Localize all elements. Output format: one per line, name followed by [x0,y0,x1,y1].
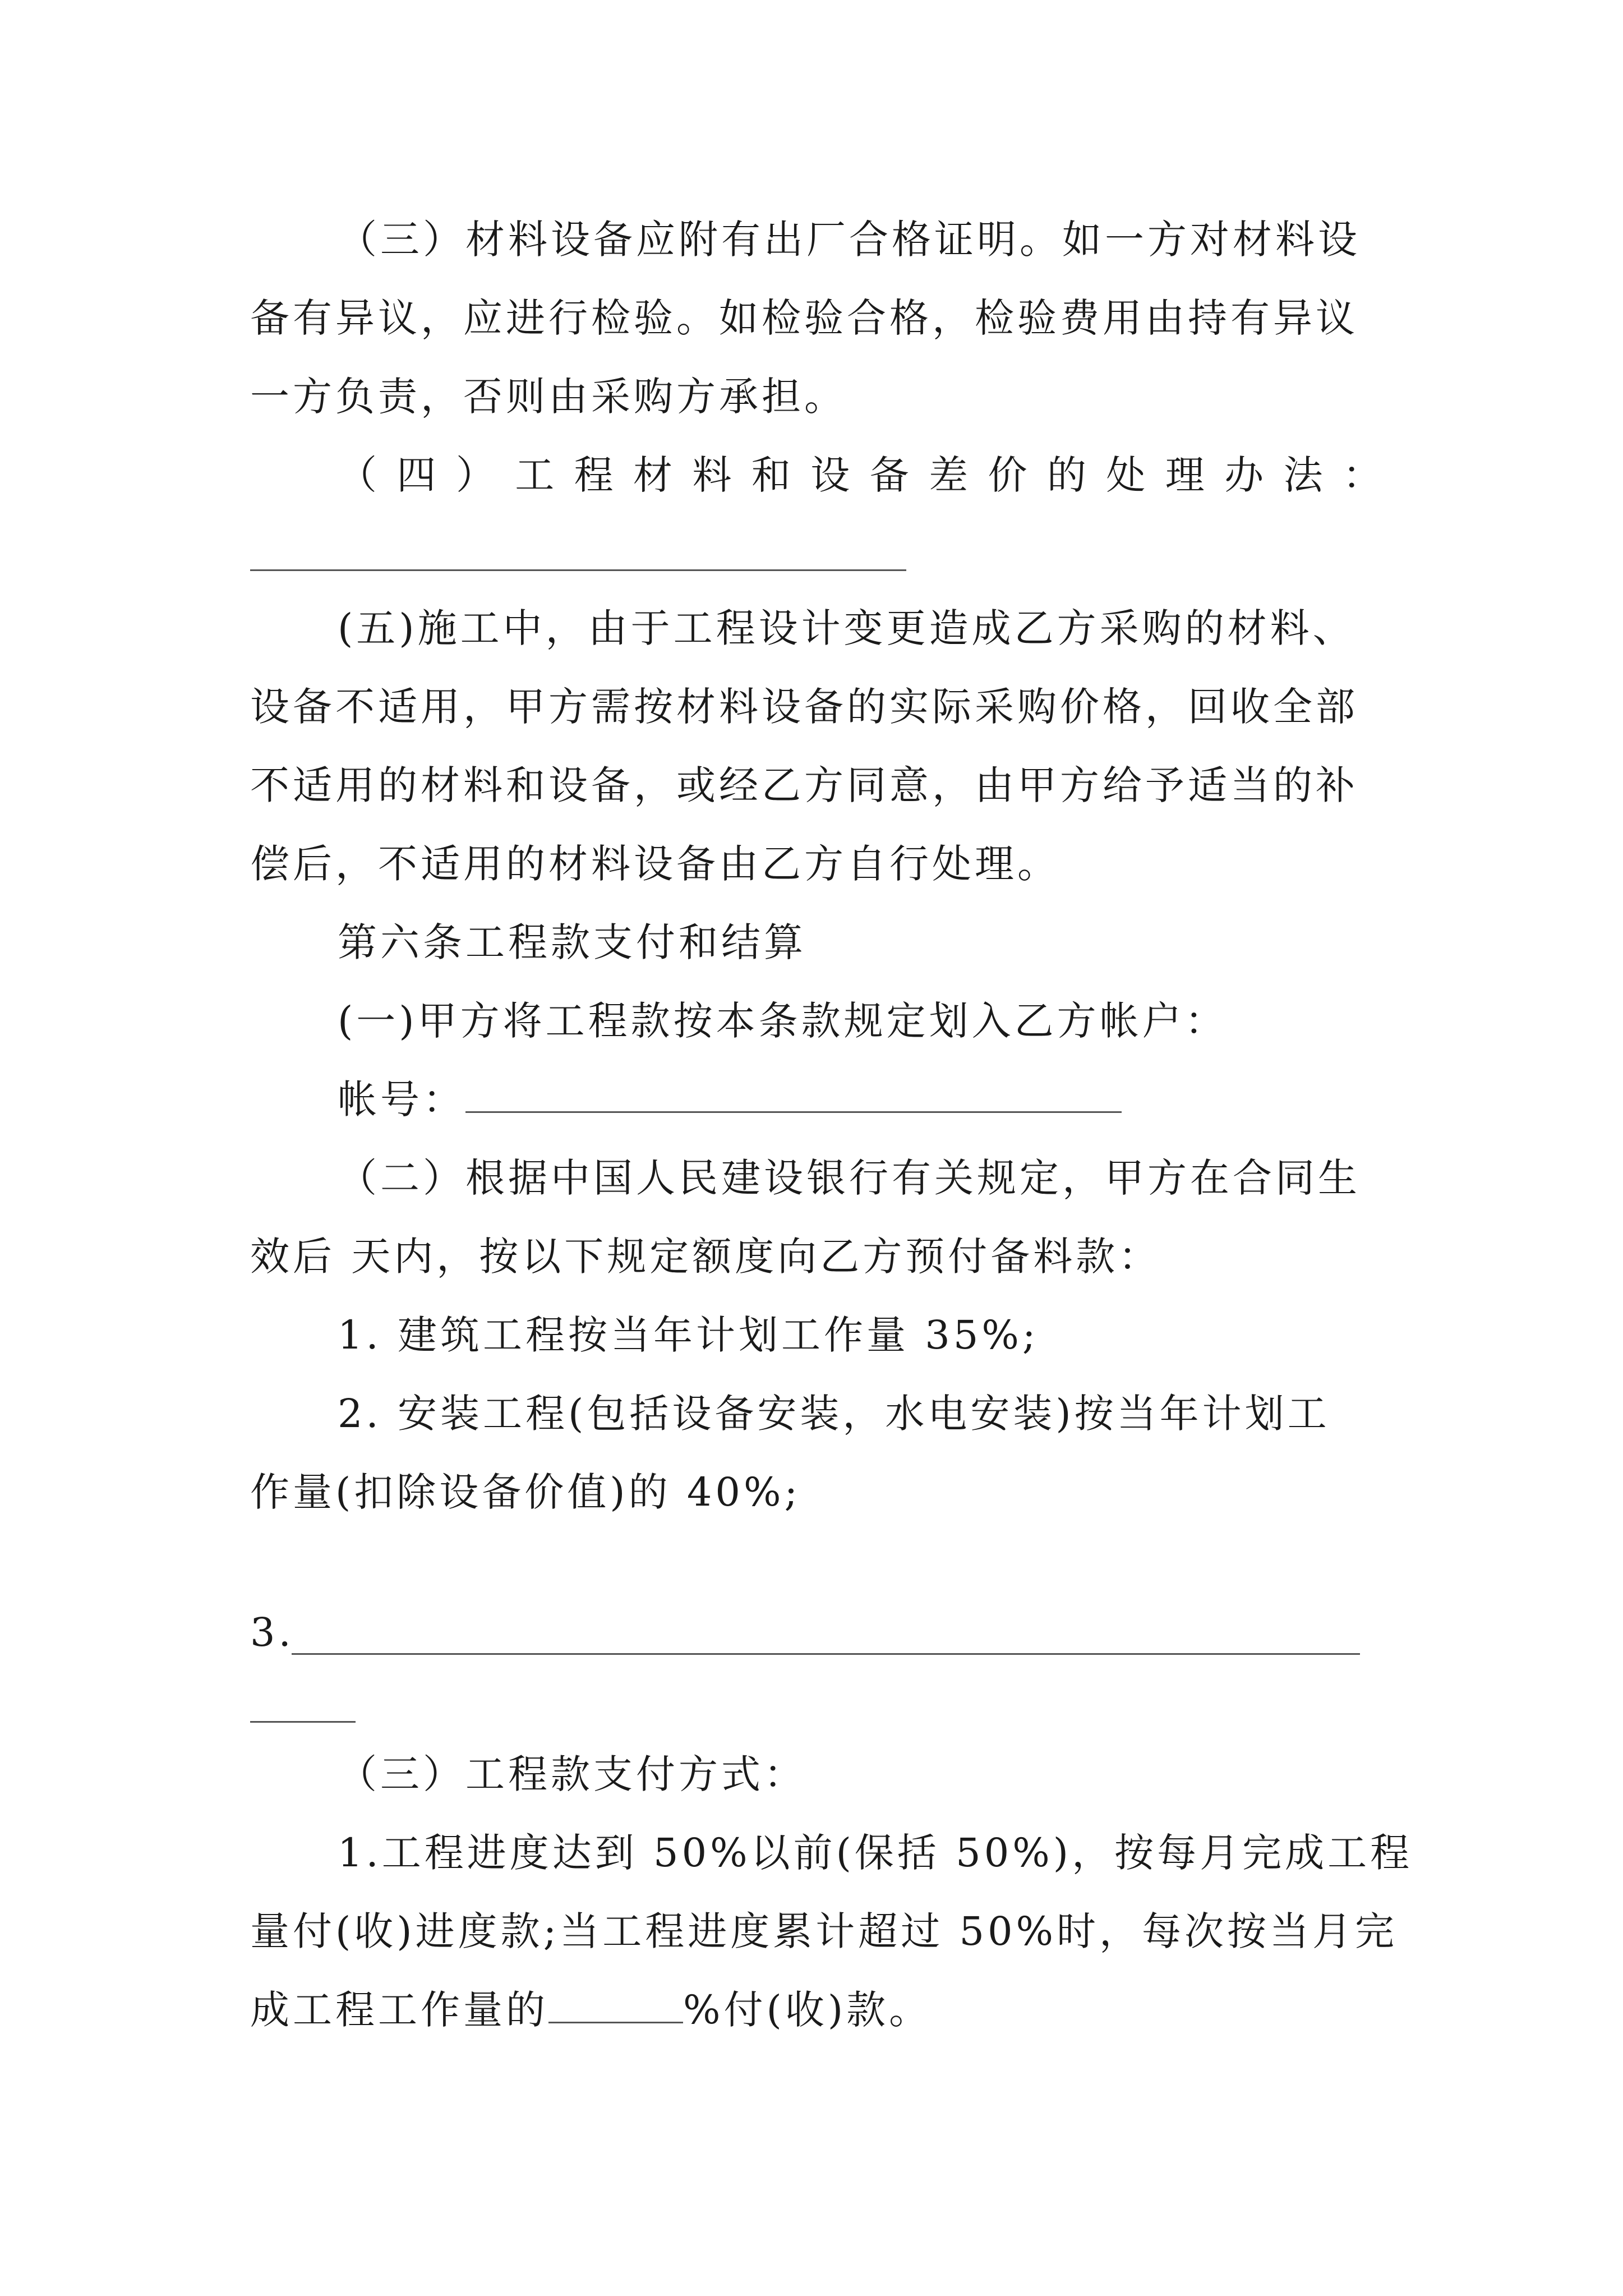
article-6-clause-3: （三）工程款支付方式： [338,1751,806,1797]
paragraph-3-line-1: （三）材料设备应附有出厂合格证明。如一方对材料设 [338,217,1361,263]
paragraph-5-line-4: 偿后，不适用的材料设备由乙方自行处理。 [250,841,1060,887]
list-item-1: 1. 建筑工程按当年计划工作量 35%; [338,1312,1039,1358]
paragraph-3-line-2: 备有异议，应进行检验。如检验合格，检验费用由持有异议 [250,295,1358,341]
list-item-2-line-2: 作量(扣除设备价值)的 40%; [250,1469,801,1515]
list-item-3-blank [292,1653,1360,1655]
paragraph-5-line-3: 不适用的材料和设备，或经乙方同意，由甲方给予适当的补 [250,762,1358,808]
account-blank [465,1109,1122,1113]
payment-1-line-3-prefix: 成工程工作量的 [250,1987,548,2033]
paragraph-5-line-1: (五)施工中，由于工程设计变更造成乙方采购的材料、 [338,605,1355,651]
payment-1-line-2: 量付(收)进度款;当工程进度累计超过 50%时，每次按当月完 [250,1908,1398,1954]
account-label: 帐号： [338,1076,465,1122]
list-item-3-label: 3. [250,1609,294,1655]
article-6-clause-2-line-2: 效后 天内，按以下规定额度向乙方预付备料款： [250,1234,1161,1280]
article-6-clause-1: (一)甲方将工程款按本条款规定划入乙方帐户： [338,998,1228,1044]
blank-line-paragraph-4 [250,569,906,571]
account-row [338,1074,1122,1125]
list-item-3-blank-continued [250,1721,356,1723]
payment-1-line-3-suffix: %付(收)款。 [683,1987,932,2033]
paragraph-4: （四）工程材料和设备差价的处理办法： [338,452,1382,498]
payment-percent-blank [548,2019,683,2023]
payment-1-line-3 [250,1985,932,2035]
list-item-2-line-1: 2. 安装工程(包括设备安装，水电安装)按当年计划工 [338,1391,1330,1437]
payment-1-line-1: 1.工程进度达到 50%以前(保括 50%)，按每月完成工程 [338,1830,1413,1876]
paragraph-3-line-3: 一方负责，否则由采购方承担。 [250,374,847,420]
paragraph-5-line-2: 设备不适用，甲方需按材料设备的实际采购价格，回收全部 [250,684,1358,730]
article-6-title: 第六条工程款支付和结算 [338,919,806,965]
article-6-clause-2-line-1: （二）根据中国人民建设银行有关规定，甲方在合同生 [338,1155,1361,1201]
